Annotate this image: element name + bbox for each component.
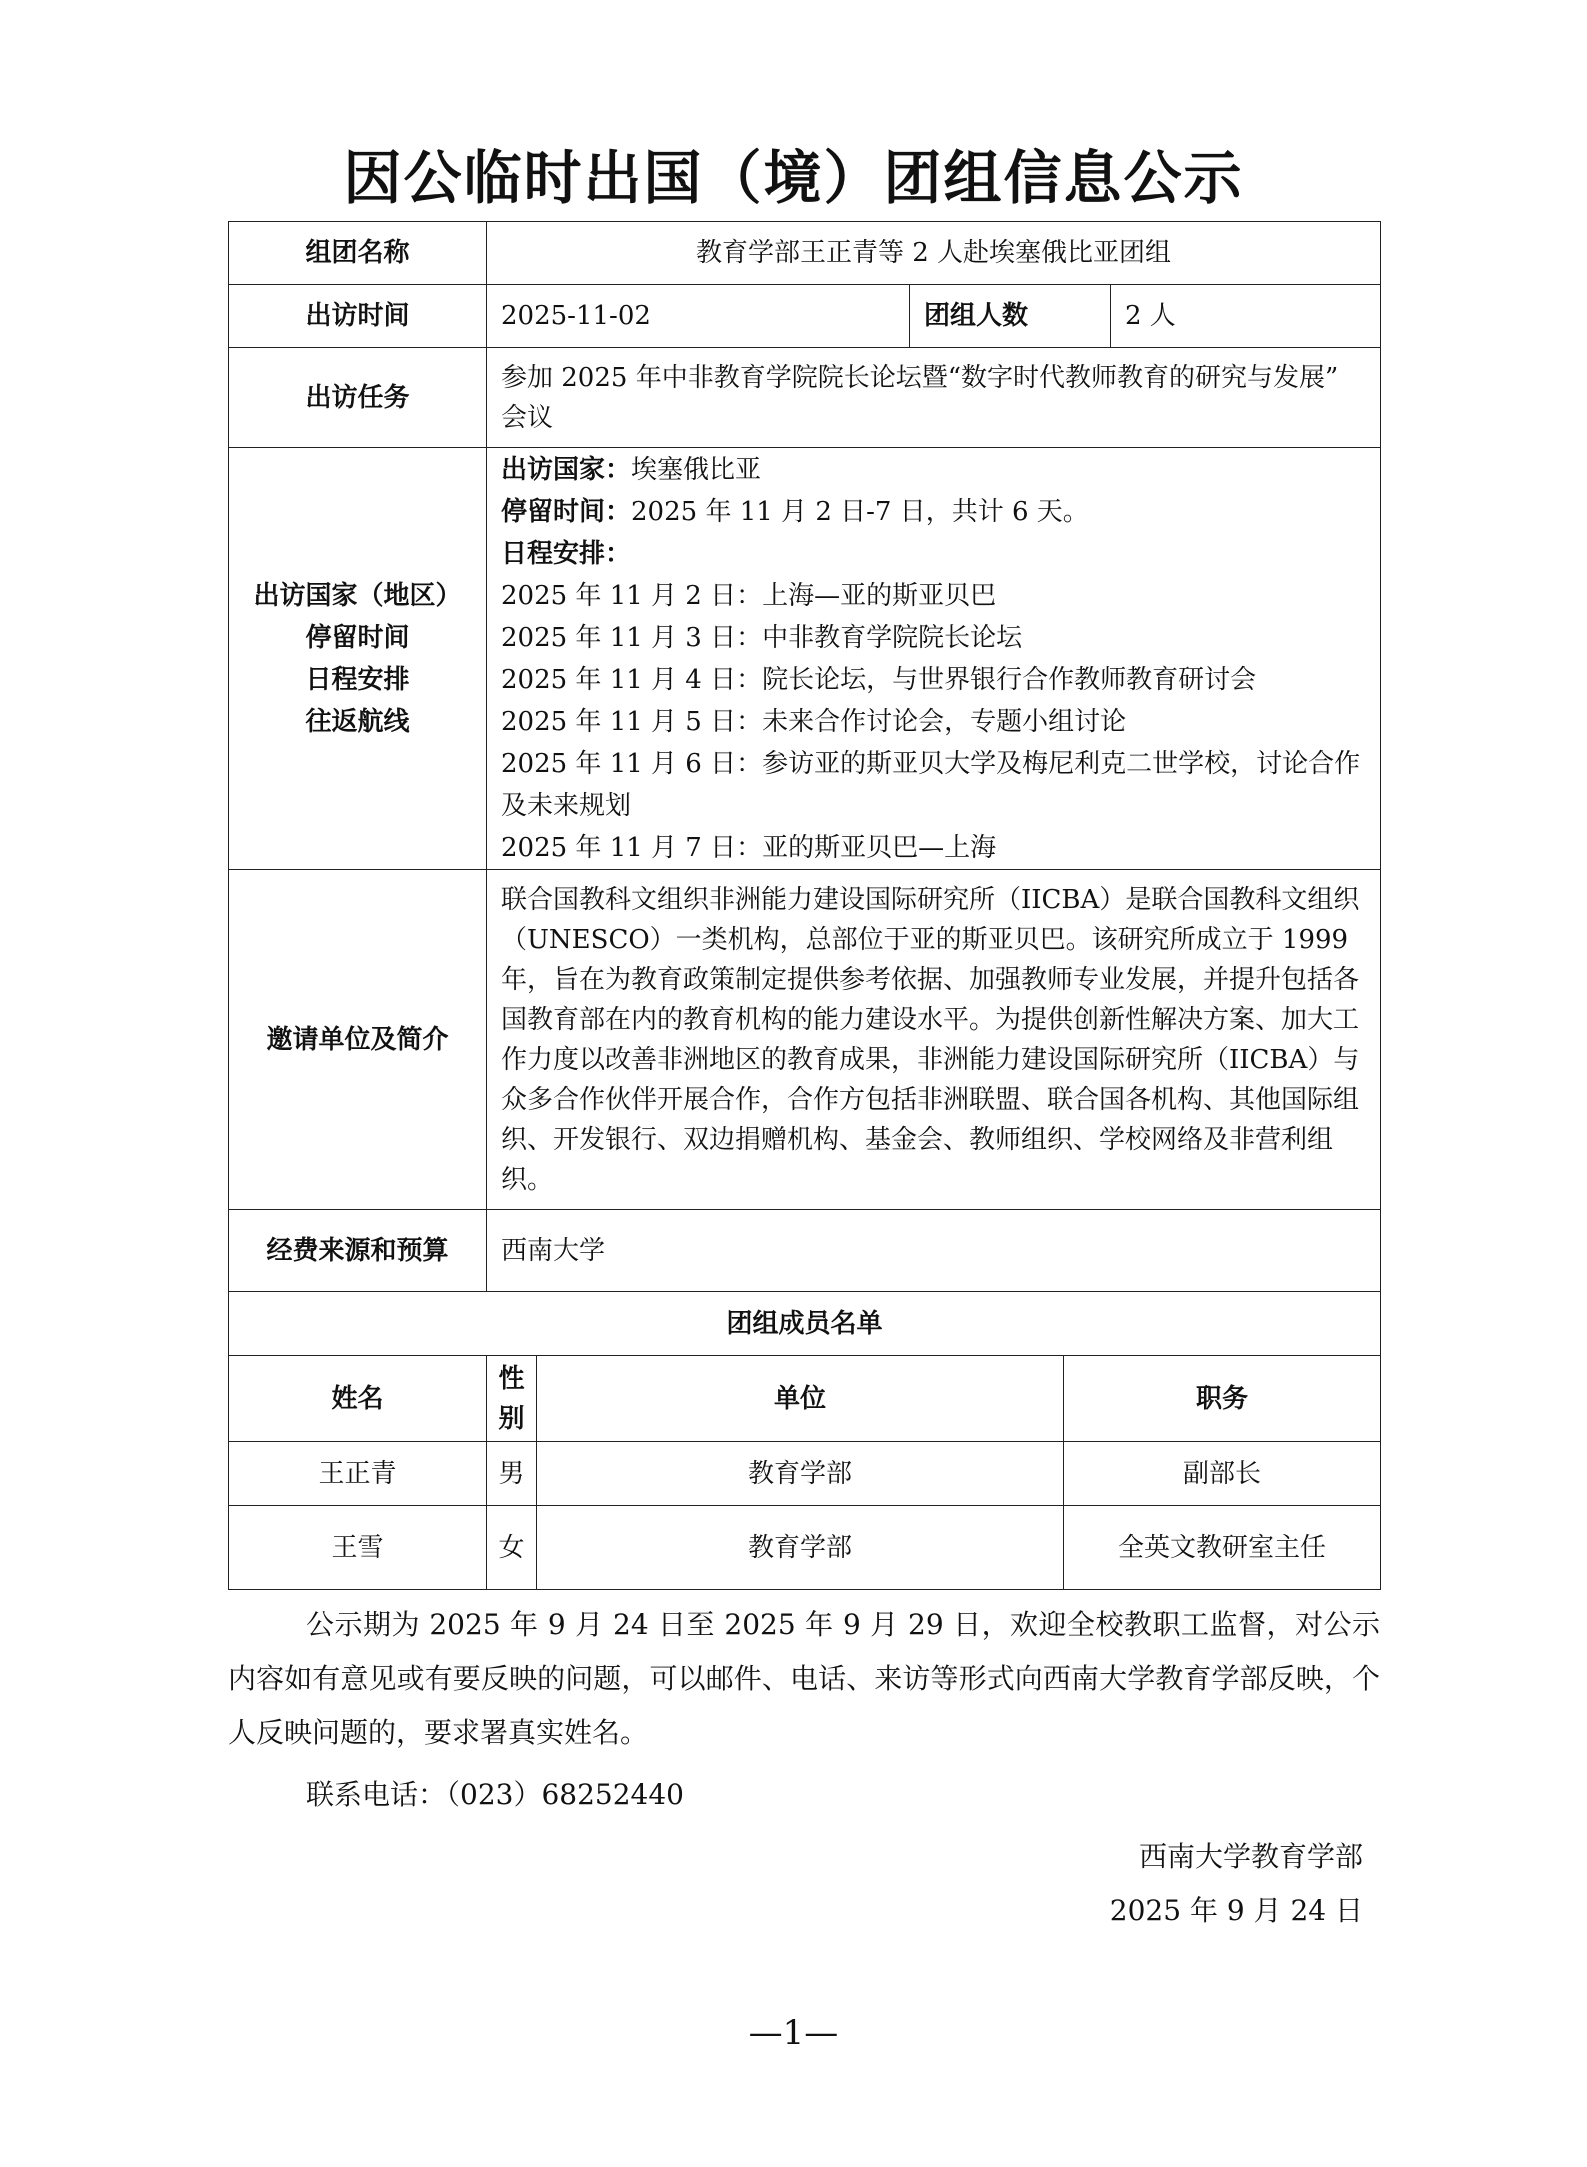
itinerary-label-country: 出访国家（地区） xyxy=(253,580,462,611)
task-value: 参加 2025 年中非教育学院院长论坛暨“数字时代教师教育的研究与发展” 会议 xyxy=(487,348,1381,448)
country-line xyxy=(501,449,1366,491)
table-row xyxy=(229,1506,1381,1590)
members-header-row xyxy=(229,1356,1381,1442)
stay-line xyxy=(501,491,1366,533)
group-name-label: 组团名称 xyxy=(229,222,487,285)
inviter-label: 邀请单位及简介 xyxy=(229,870,487,1210)
itinerary-label-schedule: 日程安排 xyxy=(305,664,410,695)
group-name-value: 教育学部王正青等 2 人赴埃塞俄比亚团组 xyxy=(487,222,1381,285)
funding-value: 西南大学 xyxy=(487,1210,1381,1292)
schedule-label: 日程安排： xyxy=(501,538,632,569)
row-funding xyxy=(229,1210,1381,1292)
contact-phone: 联系电话：（023）68252440 xyxy=(306,1778,684,1811)
group-count-value: 2 人 xyxy=(1111,285,1381,348)
schedule-item: 2025 年 11 月 7 日：亚的斯亚贝巴—上海 xyxy=(501,832,997,863)
schedule-item: 2025 年 11 月 4 日：院长论坛，与世界银行合作教师教育研讨会 xyxy=(501,664,1257,695)
member-unit: 教育学部 xyxy=(537,1506,1064,1590)
funding-label: 经费来源和预算 xyxy=(229,1210,487,1292)
task-label: 出访任务 xyxy=(229,348,487,448)
inviter-value: 联合国教科文组织非洲能力建设国际研究所（IICBA）是联合国教科文组织（UNESCO）一类机构，总部位于亚的斯亚贝巴。该研究所成立于 1999 年，旨在为教育政策制定提供参考依据、加强教师专业发展，并提升包括各国教育部在内的教育机构的能力建设水平。为提供创新性解决方案、加大工作力度以改善非洲地区的教育成果，非洲能力建设国际研究所（IICBA）与众多合作伙伴开展合作，合作方包括非洲联盟、联合国各机构、其他国际组织、开发银行、双边捐赠机构、基金会、教师组织、学校网络及非营利组织。 xyxy=(487,870,1381,1210)
member-name: 王正青 xyxy=(229,1442,487,1506)
itinerary-label-route: 往返航线 xyxy=(305,706,410,737)
member-name: 王雪 xyxy=(229,1506,487,1590)
stay-value: 2025 年 11 月 2 日-7 日，共计 6 天。 xyxy=(631,496,1089,527)
col-gender-header: 性别 xyxy=(487,1356,537,1442)
row-visit-time xyxy=(229,285,1381,348)
country-label: 出访国家： xyxy=(501,454,632,485)
row-inviter xyxy=(229,870,1381,1210)
row-group-name xyxy=(229,222,1381,285)
group-count-label: 团组人数 xyxy=(910,285,1111,348)
schedule-item: 2025 年 11 月 3 日：中非教育学院院长论坛 xyxy=(501,622,1023,653)
info-table xyxy=(228,221,1381,1590)
itinerary-labels xyxy=(229,448,487,870)
member-position: 副部长 xyxy=(1064,1442,1381,1506)
table-row xyxy=(229,1442,1381,1506)
notice-paragraph: 公示期为 2025 年 9 月 24 日至 2025 年 9 月 29 日，欢迎全校教职工监督，对公示内容如有意见或有要反映的问题，可以邮件、电话、来访等形式向西南大学教育学部反映，个人反映问题的，要求署真实姓名。 xyxy=(228,1608,1380,1749)
member-gender: 女 xyxy=(487,1506,537,1590)
col-position-header: 职务 xyxy=(1064,1356,1381,1442)
page-number: —1— xyxy=(748,2013,839,2053)
country-value: 埃塞俄比亚 xyxy=(631,454,762,485)
col-name-header: 姓名 xyxy=(229,1356,487,1442)
signature-date: 2025 年 9 月 24 日 xyxy=(1109,1894,1363,1927)
schedule-item: 2025 年 11 月 6 日：参访亚的斯亚贝大学及梅尼利克二世学校，讨论合作及未来规划 xyxy=(501,748,1361,821)
member-position: 全英文教研室主任 xyxy=(1064,1506,1381,1590)
row-itinerary xyxy=(229,448,1381,870)
schedule-item: 2025 年 11 月 2 日：上海—亚的斯亚贝巴 xyxy=(501,580,997,611)
member-unit: 教育学部 xyxy=(537,1442,1064,1506)
itinerary-label-stay: 停留时间 xyxy=(305,622,410,653)
signature-org: 西南大学教育学部 xyxy=(1138,1840,1363,1873)
row-members-heading xyxy=(229,1292,1381,1356)
stay-label: 停留时间： xyxy=(501,496,632,527)
document-title: 因公临时出国（境）团组信息公示 xyxy=(343,144,1244,212)
row-task xyxy=(229,348,1381,448)
col-unit-header: 单位 xyxy=(537,1356,1064,1442)
visit-time-label: 出访时间 xyxy=(229,285,487,348)
schedule-item: 2025 年 11 月 5 日：未来合作讨论会，专题小组讨论 xyxy=(501,706,1127,737)
members-heading: 团组成员名单 xyxy=(229,1292,1381,1356)
member-gender: 男 xyxy=(487,1442,537,1506)
visit-time-value: 2025-11-02 xyxy=(487,285,910,348)
itinerary-value xyxy=(487,448,1381,870)
